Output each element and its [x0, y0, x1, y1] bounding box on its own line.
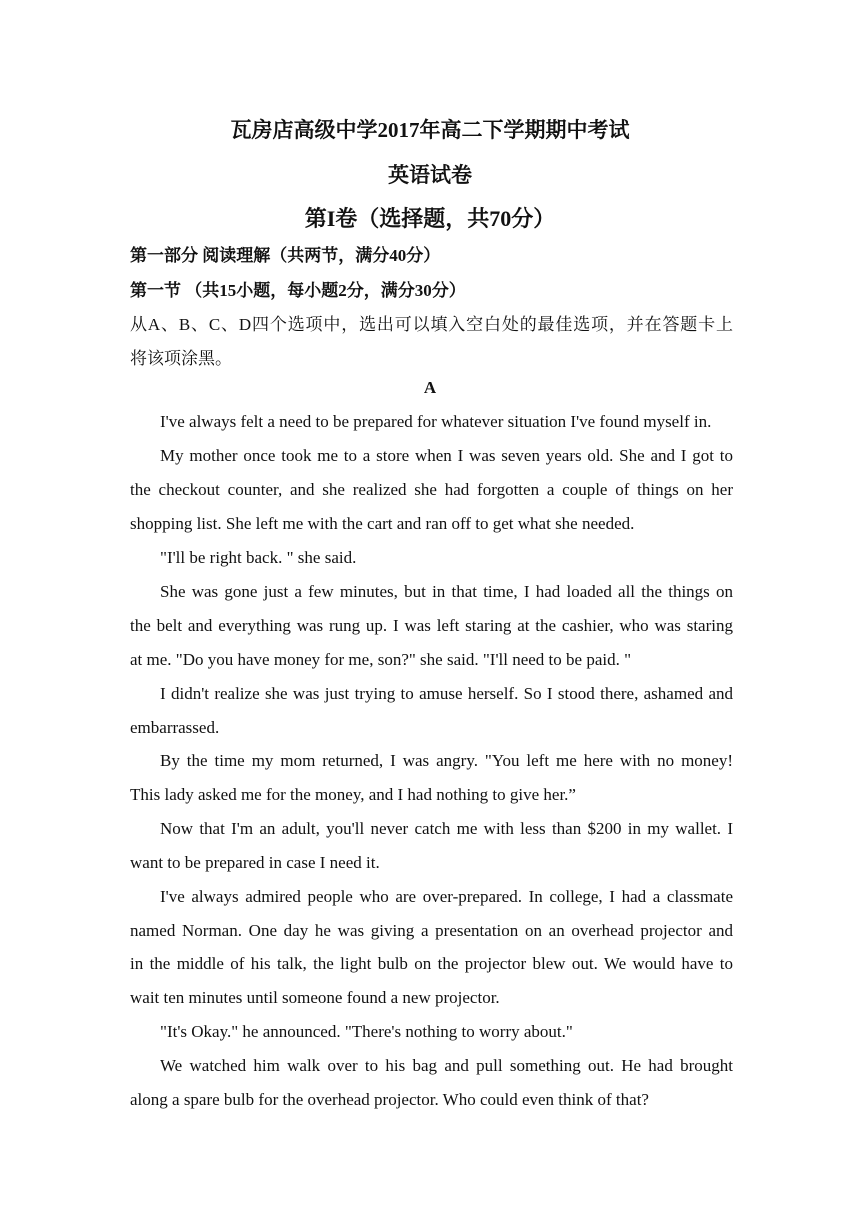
passage-line: I didn't realize she was just trying to amuse herself. So I stood there, ashamed and [160, 684, 733, 703]
passage-line: wait ten minutes until someone found a new projector. [130, 988, 500, 1007]
subject-title: 英语试卷 [388, 163, 472, 187]
part-heading: 第一部分 阅读理解（共两节，满分40分） [130, 246, 441, 265]
passage-line: the checkout counter, and she realized she had forgotten a couple of things on her [130, 480, 733, 499]
passage-line: named Norman. One day he was giving a presentation on an overhead projector and [130, 921, 733, 940]
passage-line: I've always felt a need to be prepared for whatever situation I've found myself in. [160, 412, 712, 431]
volume-title: 第I卷（选择题，共70分） [304, 206, 556, 231]
passage-line: I've always admired people who are over-prepared. In college, I had a classmate [160, 887, 733, 906]
passage-line: the belt and everything was rung up. I was left staring at the cashier, who was staring [130, 616, 733, 635]
passage-line: at me. "Do you have money for me, son?" she said. "I'll need to be paid. " [130, 650, 632, 669]
passage-label: A [423, 378, 437, 397]
passage-line: She was gone just a few minutes, but in that time, I had loaded all the things on [160, 582, 733, 601]
passage-line: along a spare bulb for the overhead projector. Who could even think of that? [130, 1090, 649, 1109]
passage-line: We watched him walk over to his bag and pull something out. He had brought [160, 1056, 733, 1075]
passage-line: "It's Okay." he announced. "There's nothing to worry about." [160, 1022, 573, 1041]
passage-line: want to be prepared in case I need it. [130, 853, 380, 872]
instructions-line-1: 从A、B、C、D四个选项中，选出可以填入空白处的最佳选项，并在答题卡上 [130, 315, 733, 334]
passage-line: By the time my mom returned, I was angry. "You left me here with no money! [160, 751, 733, 770]
passage-line: My mother once took me to a store when I was seven years old. She and I got to [160, 446, 733, 465]
passage-line: in the middle of his talk, the light bulb on the projector blew out. We would have to [130, 954, 733, 973]
section-heading: 第一节 （共15小题，每小题2分，满分30分） [130, 281, 466, 300]
passage-line: embarrassed. [130, 718, 220, 737]
passage-line: "I'll be right back. " she said. [160, 548, 357, 567]
exam-title: 瓦房店高级中学2017年高二下学期期中考试 [230, 118, 630, 142]
passage-line: shopping list. She left me with the cart and ran off to get what she needed. [130, 514, 635, 533]
passage-line: Now that I'm an adult, you'll never catch me with less than $200 in my wallet. I [160, 819, 733, 838]
instructions-line-2: 将该项涂黑。 [130, 349, 232, 368]
passage-line: This lady asked me for the money, and I had nothing to give her.” [130, 785, 576, 804]
